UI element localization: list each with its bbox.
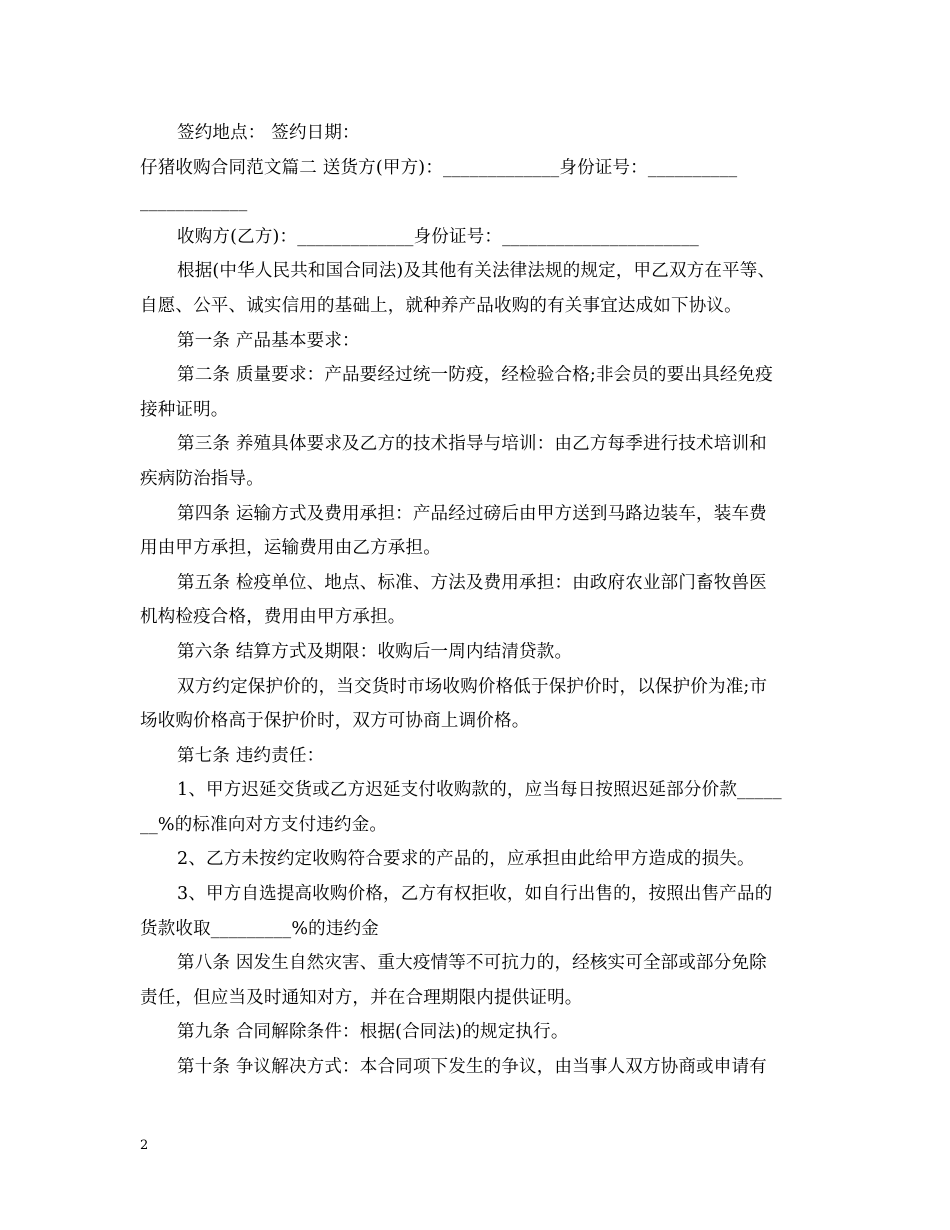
article-7: 第七条 违约责任： <box>177 745 325 766</box>
article-8-line-1: 第八条 因发生自然灾害、重大疫情等不可抗力的，经核实可全部或部分免除 <box>177 953 767 974</box>
preamble-line-1: 根据(中华人民共和国合同法)及其他有关法律法规的规定，甲乙双方在平等、 <box>177 261 776 282</box>
protection-price-line-1: 双方约定保护价的，当交货时市场收购价格低于保护价时，以保护价为准;市 <box>177 676 768 697</box>
buyer-line: 收购方(乙方)：_____________身份证号：______________________ <box>177 226 700 247</box>
article-3-line-2: 疾病防治指导。 <box>140 468 264 489</box>
preamble-line-2: 自愿、公平、诚实信用的基础上，就种养产品收购的有关事宜达成如下协议。 <box>140 295 742 316</box>
liability-1-line-1: 1、甲方迟延交货或乙方迟延支付收购款的，应当每日按照迟延部分价款_____ <box>177 780 782 801</box>
article-5-line-2: 机构检疫合格，费用由甲方承担。 <box>140 607 406 628</box>
seller-id-blank-continued: ____________ <box>140 192 248 213</box>
liability-3-line-1: 3、甲方自选提高收购价格，乙方有权拒收，如自行出售的，按照出售产品的 <box>177 884 773 905</box>
article-3-line-1: 第三条 养殖具体要求及乙方的技术指导与培训：由乙方每季进行技术培训和 <box>177 434 767 455</box>
liability-1-line-2: __%的标准向对方支付违约金。 <box>140 814 388 835</box>
contract-body <box>140 116 812 1085</box>
contract-title-seller-line: 仔猪收购合同范文篇二 送货方(甲方)：_____________身份证号：__________ <box>140 157 738 178</box>
signing-place-date-line: 签约地点： 签约日期： <box>177 123 360 143</box>
article-9: 第九条 合同解除条件：根据(合同法)的规定执行。 <box>177 1022 569 1043</box>
liability-3-line-2: 货款收取_________%的违约金 <box>140 918 379 939</box>
article-2-line-1: 第二条 质量要求：产品要经过统一防疫，经检验合格;非会员的要出具经免疫 <box>177 365 773 386</box>
article-4-line-1: 第四条 运输方式及费用承担：产品经过磅后由甲方送到马路边装车，装车费 <box>177 503 767 524</box>
protection-price-line-2: 场收购价格高于保护价时，双方可协商上调价格。 <box>140 711 530 732</box>
page-number: 2 <box>140 1138 149 1153</box>
article-8-line-2: 责任，但应当及时通知对方，并在合理期限内提供证明。 <box>140 987 583 1008</box>
liability-2: 2、乙方未按约定收购符合要求的产品的，应承担由此给甲方造成的损失。 <box>177 849 755 870</box>
article-5-line-1: 第五条 检疫单位、地点、标准、方法及费用承担：由政府农业部门畜牧兽医 <box>177 572 767 593</box>
article-10-line-1: 第十条 争议解决方式：本合同项下发生的争议，由当事人双方协商或申请有 <box>177 1057 767 1078</box>
article-1: 第一条 产品基本要求： <box>177 330 360 351</box>
article-2-line-2: 接种证明。 <box>140 399 229 420</box>
article-6: 第六条 结算方式及期限：收购后一周内结清贷款。 <box>177 641 573 662</box>
article-4-line-2: 用由甲方承担，运输费用由乙方承担。 <box>140 538 441 559</box>
